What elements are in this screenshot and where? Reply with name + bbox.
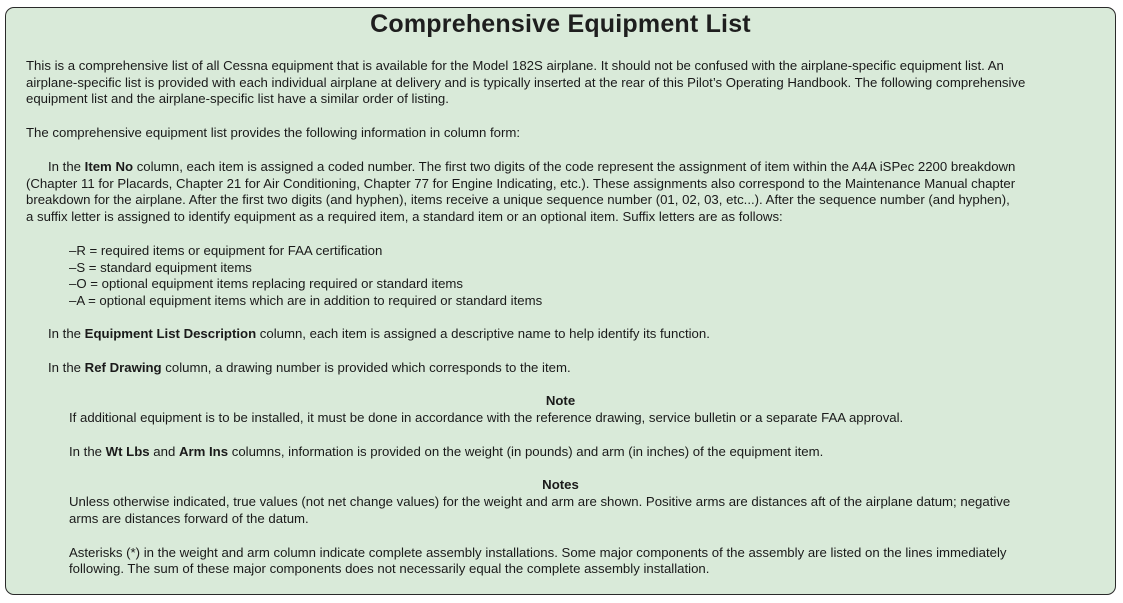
description-term: Equipment List Description (84, 326, 257, 341)
ref-drawing-prefix: In the (48, 360, 85, 375)
description-column-paragraph (48, 326, 710, 343)
ref-drawing-term: Ref Drawing (84, 360, 162, 375)
ref-drawing-column-paragraph (48, 360, 571, 377)
wt-arm-prefix: In the (69, 443, 106, 459)
suffix-optional-replacing: –O = optional equipment items replacing required or standard items (69, 276, 464, 292)
description-prefix: In the (48, 326, 85, 341)
notes-para2-line-1: Asterisks (*) in the weight and arm column indicate complete assembly installations. Some major components of the assembly are listed on the lines immediately (69, 544, 1007, 560)
note-heading: Note (545, 393, 576, 408)
item-no-prefix: In the (48, 159, 85, 174)
item-no-line-3: breakdown for the airplane. After the first two digits (and hyphen), items receive a unique sequence number (01, 02, 03, etc...). After the sequence number (and hyphen), (26, 192, 1010, 208)
suffix-optional-additional: –A = optional equipment items which are in addition to required or standard items (69, 293, 543, 309)
intro-line-1: This is a comprehensive list of all Cessna equipment that is available for the Model 182S airplane. It should not be confused with the airplane-specific equipment list. An (26, 58, 1004, 73)
wt-arm-rest: columns, information is provided on the weight (in pounds) and arm (in inches) of the equipment item. (228, 443, 824, 459)
wt-arm-column-paragraph (69, 444, 823, 461)
item-no-term: Item No (84, 159, 134, 174)
intro-line-2: airplane-specific list is provided with each individual airplane at delivery and is typically inserted at the rear of this Pilot’s Operating Handbook. The following comprehensive (26, 74, 1026, 90)
columns-intro: The comprehensive equipment list provides the following information in column form: (26, 125, 521, 140)
ref-drawing-rest: column, a drawing number is provided which corresponds to the item. (161, 360, 571, 375)
note-text: If additional equipment is to be installed, it must be done in accordance with the reference drawing, service bulletin or a separate FAA approval. (69, 410, 904, 425)
wt-lbs-term: Wt Lbs (105, 443, 150, 459)
notes-para2-line-2: following. The sum of these major components does not necessarily equal the complete assembly installation. (69, 561, 710, 577)
arm-ins-term: Arm Ins (178, 443, 229, 459)
wt-arm-mid: and (149, 443, 179, 459)
suffix-required: –R = required items or equipment for FAA certification (69, 243, 383, 258)
page-title: Comprehensive Equipment List (370, 10, 751, 38)
intro-line-3: equipment list and the airplane-specific list have a similar order of listing. (26, 91, 449, 107)
description-rest: column, each item is assigned a descriptive name to help identify its function. (256, 326, 710, 341)
item-no-line-2: (Chapter 11 for Placards, Chapter 21 for Air Conditioning, Chapter 77 for Engine Indicating, etc.). These assignments also correspond to the Maintenance Manual chapter (26, 175, 1016, 191)
item-no-line-1 (48, 159, 1015, 176)
equipment-list-panel (5, 7, 1116, 595)
notes-heading: Notes (542, 477, 579, 492)
notes-para1-line-1: Unless otherwise indicated, true values (not net change values) for the weight and arm are shown. Positive arms are distances aft of the airplane datum; negative (69, 494, 1011, 509)
item-no-line1-rest: column, each item is assigned a coded number. The first two digits of the code represent the assignment of item within the A4A iSPec 2200 breakdown (133, 159, 1016, 174)
suffix-standard: –S = standard equipment items (69, 259, 252, 275)
item-no-line-4: a suffix letter is assigned to identify equipment as a required item, a standard item or an optional item. Suffix letters are as follows: (26, 209, 783, 225)
notes-para1-line-2: arms are distances forward of the datum. (69, 510, 309, 526)
